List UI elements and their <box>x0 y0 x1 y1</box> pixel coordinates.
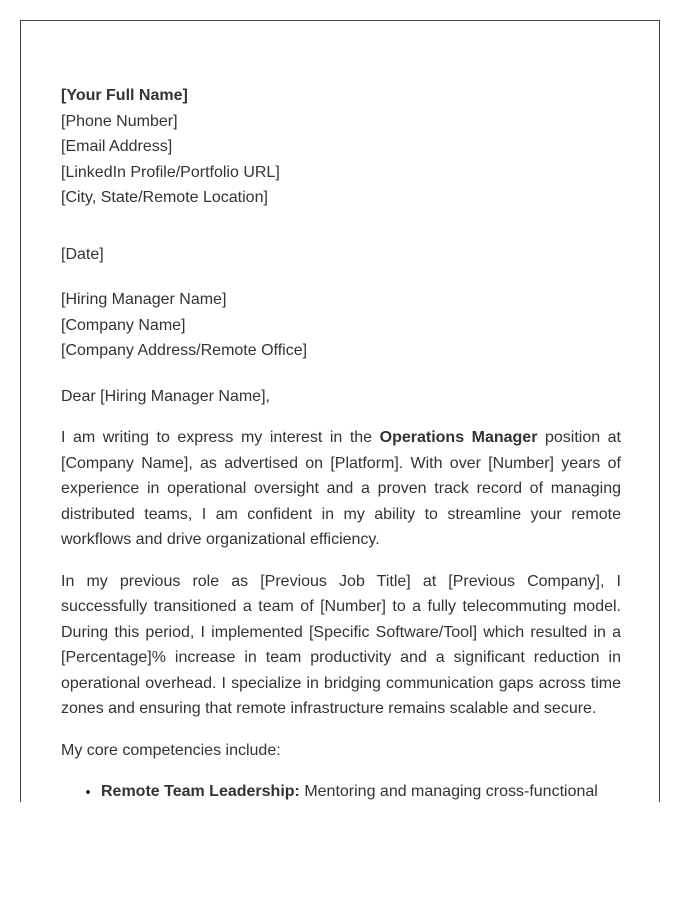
paragraph-intro <box>61 425 621 553</box>
paragraph-experience: In my previous role as [Previous Job Title] at [Previous Company], I successfully transitioned a team of [Number] to a fully telecommuting model. During this period, I implemented [Specific Software/Tool] which resulted in a [Percentage]% increase in team productivity and a significant reduction in operational overhead. I specialize in bridging communication gaps across time zones and ensuring that remote infrastructure remains scalable and secure. <box>61 572 621 717</box>
list-item <box>101 779 621 802</box>
recipient-company: [Company Name] <box>61 316 186 334</box>
recipient-address: [Company Address/Remote Office] <box>61 342 308 359</box>
competencies-list <box>61 779 621 802</box>
sender-phone: [Phone Number] <box>61 112 178 130</box>
recipient-block <box>61 287 621 364</box>
letter-content <box>61 83 621 802</box>
sender-linkedin: [LinkedIn Profile/Portfolio URL] <box>61 163 280 181</box>
letter-date: [Date] <box>61 245 104 263</box>
salutation: Dear [Hiring Manager Name], <box>61 387 270 405</box>
competency-title: Remote Team Leadership: <box>101 783 300 800</box>
paragraph-intro-before: I am writing to express my interest in the <box>61 429 380 446</box>
competency-text: Mentoring and managing cross-functional <box>299 783 598 800</box>
sender-email: [Email Address] <box>61 138 173 155</box>
date-block <box>61 242 621 268</box>
position-title: Operations Manager <box>379 429 538 446</box>
sender-block <box>61 83 621 211</box>
paragraph-intro-after: position at [Company Name], as advertised on [Platform]. With over [Number] years of experience in operational oversight and a proven track record of managing distributed teams, I am confident in my ability to streamline your remote workflows and drive organizational efficiency. <box>61 429 621 548</box>
sender-name: [Your Full Name] <box>61 87 188 104</box>
letter-page <box>20 20 660 802</box>
sender-location: [City, State/Remote Location] <box>61 189 268 206</box>
recipient-name: [Hiring Manager Name] <box>61 291 227 308</box>
competencies-intro: My core competencies include: <box>61 741 281 759</box>
